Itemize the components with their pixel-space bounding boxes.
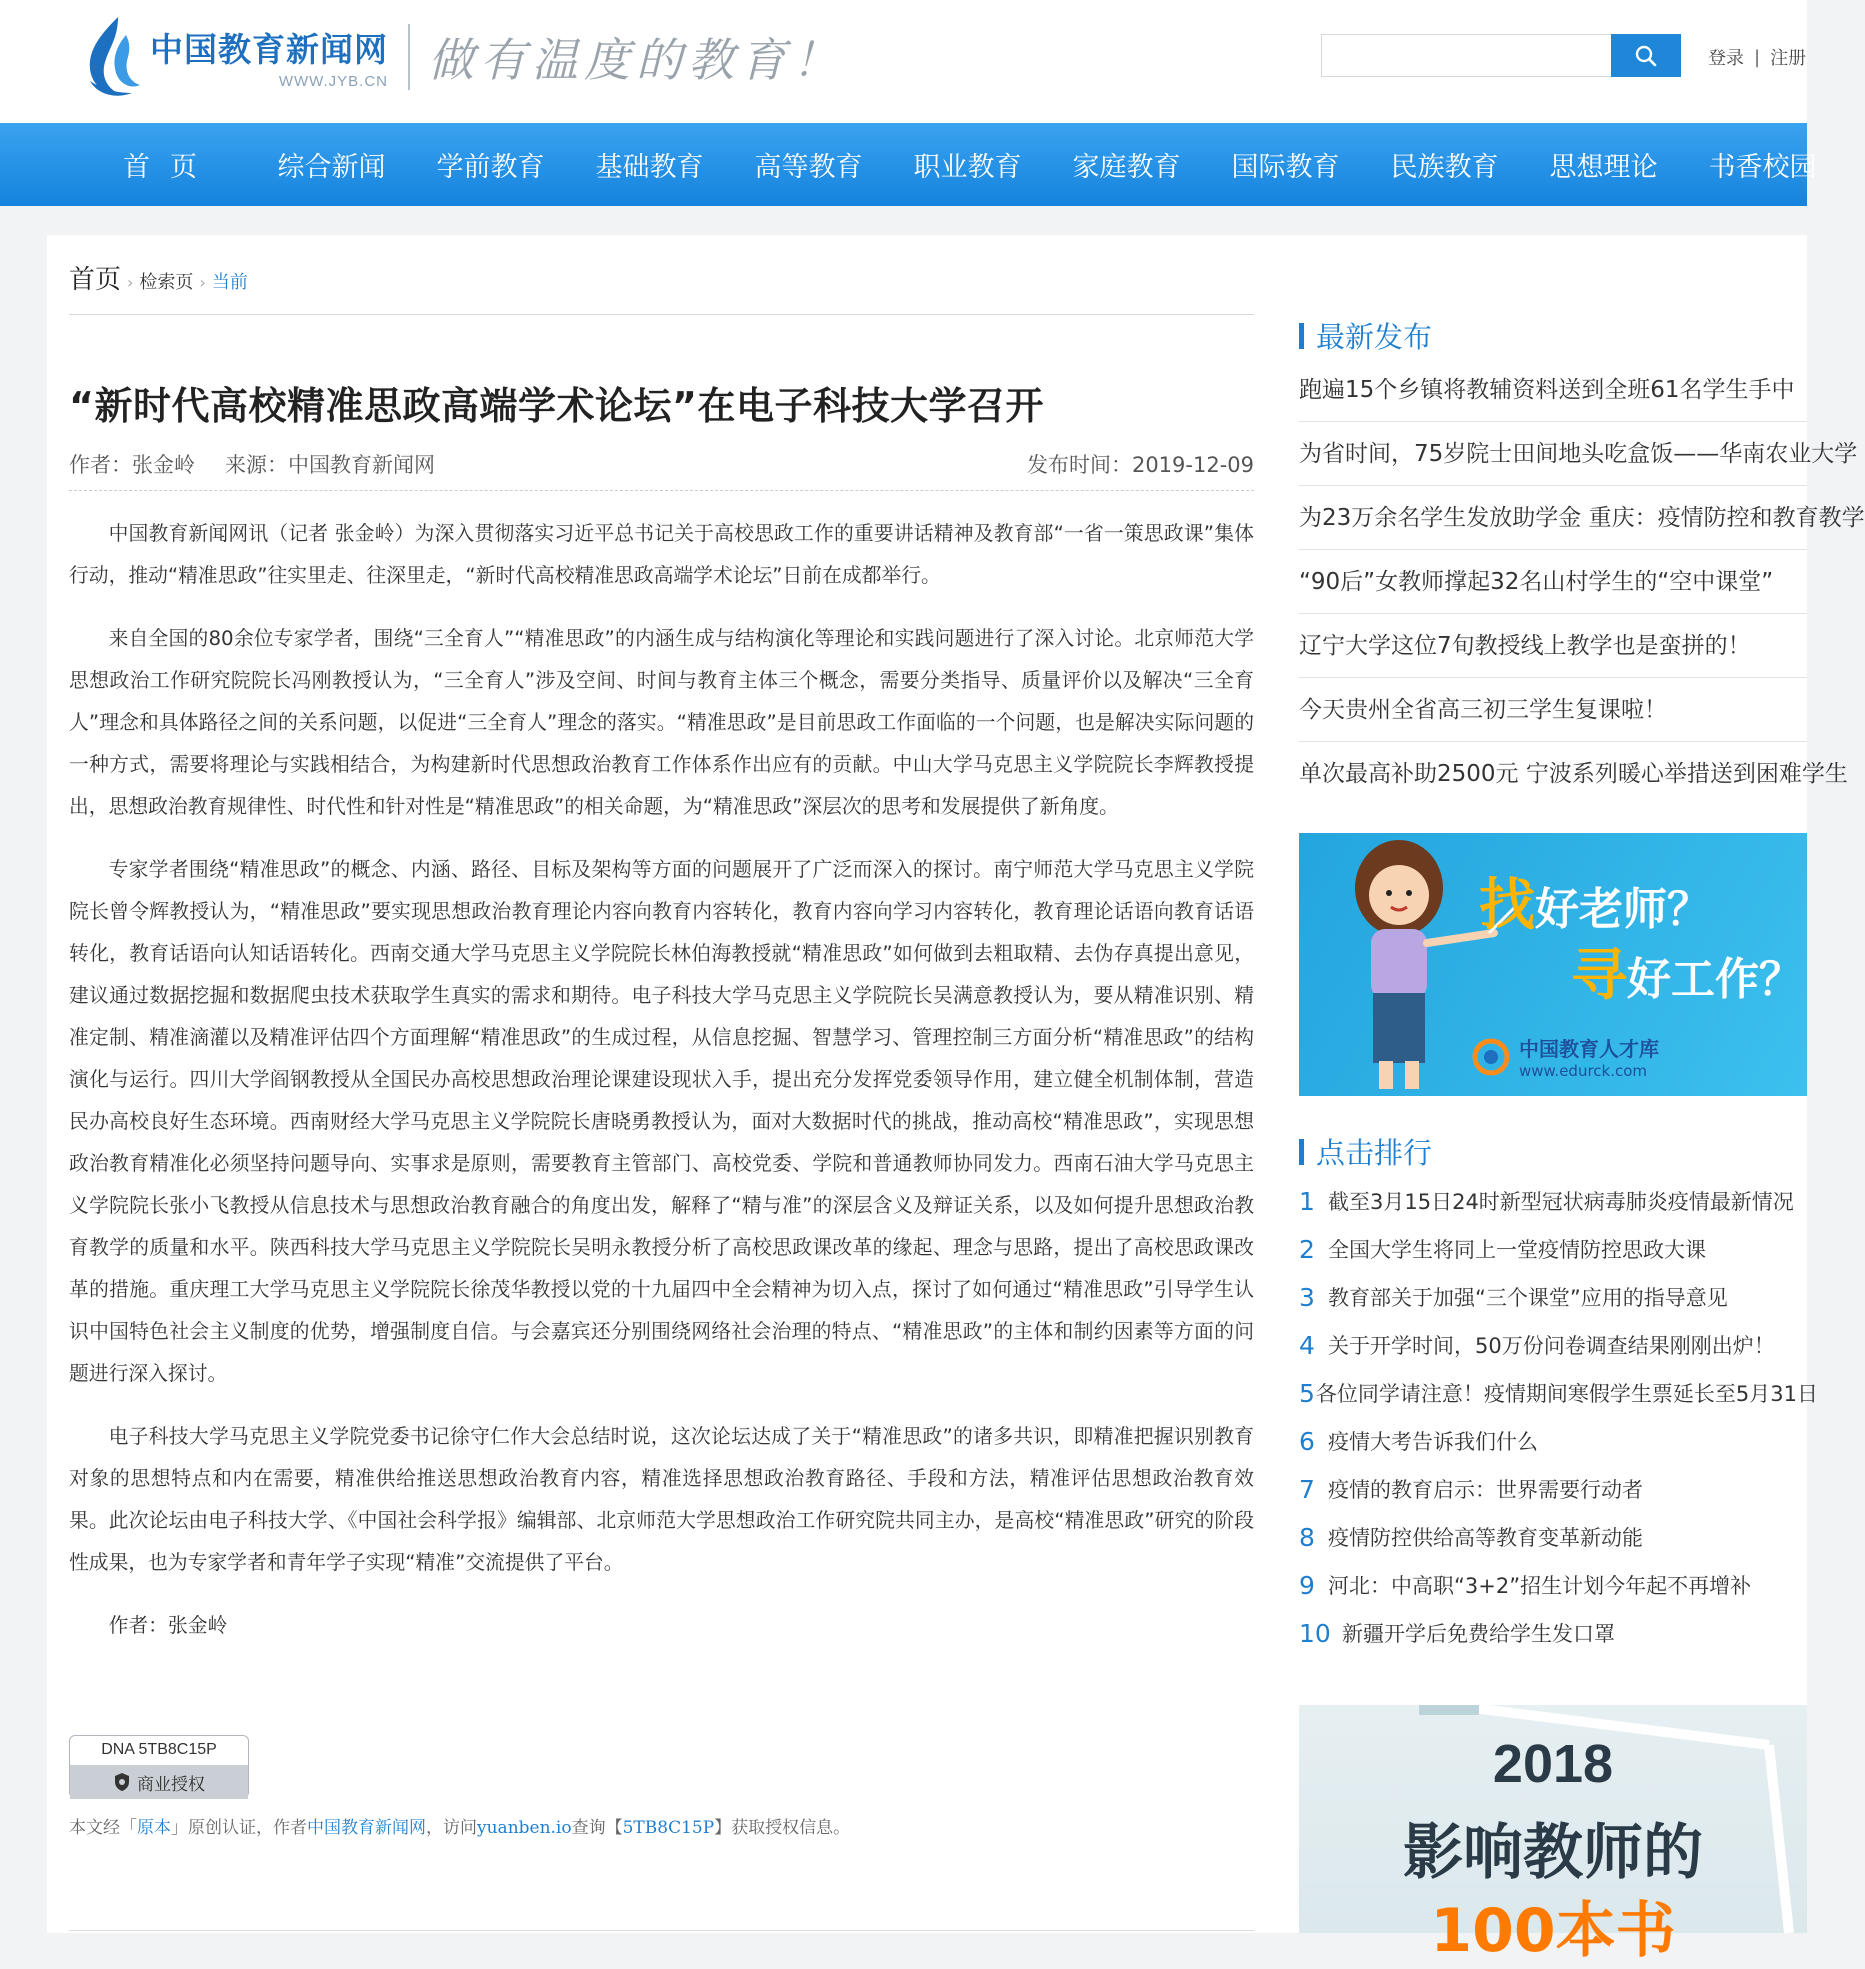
ranking-item[interactable] [1299, 1370, 1818, 1418]
latest-item[interactable]: 跑遍15个乡镇将教辅资料送到全班61名学生手中 [1299, 358, 1807, 422]
shield-icon [113, 1772, 131, 1792]
cert-code-link[interactable]: 5TB8C15P [622, 1818, 715, 1838]
banner-text: 好老师？ [1535, 884, 1711, 935]
article-paragraph: 来自全国的80余位专家学者，围绕“三全育人”“精准思政”的内涵生成与结构演化等理论和实践问题进行了深入讨论。北京师范大学思想政治工作研究院院长冯刚教授认为，“三全育人”涉及空间、时间与教育主体三个概念，需要分类指导、质量评价以及解决“三全育人”理念和具体路径之间的关系问题，以促进“三全育人”理念的落实。“精准思政”是目前思政工作面临的一个问题，也是解决实际问题的一种方式，需要将理论与实践相结合，为构建新时代思想政治教育工作体系作出应有的贡献。中山大学马克思主义学院院长李辉教授提出，思想政治教育规律性、时代性和针对性是“精准思政”的相关命题，为“精准思政”深层次的思考和发展提供了新角度。 [69, 627, 1254, 818]
banner-text: 好工作？ [1627, 954, 1803, 1005]
ranking-item[interactable] [1299, 1514, 1807, 1562]
rank-number: 6 [1299, 1427, 1315, 1456]
chevron-right-icon: › [127, 273, 134, 292]
rank-title: 关于开学时间，50万份问卷调查结果刚刚出炉！ [1328, 1334, 1775, 1358]
article-author: 作者：张金岭 [69, 453, 195, 477]
ranking-item[interactable] [1299, 1322, 1807, 1370]
latest-list [1299, 358, 1865, 806]
rank-title: 各位同学请注意！疫情期间寒假学生票延长至5月31日 [1315, 1382, 1818, 1406]
article-bottom-divider [69, 1930, 1254, 1931]
search-input[interactable] [1322, 35, 1611, 76]
nav-item-home[interactable]: 首页 [123, 152, 217, 183]
nav-item-international[interactable]: 国际教育 [1231, 152, 1340, 183]
license-label: 商业授权 [137, 1774, 205, 1795]
rank-title: 新疆开学后免费给学生发口罩 [1342, 1622, 1615, 1646]
cert-author-link[interactable]: 中国教育新闻网 [307, 1818, 426, 1838]
latest-header [1299, 315, 1432, 356]
talent-ad-banner[interactable] [1299, 833, 1807, 1096]
article-publish-time: 发布时间：2019-12-09 [1026, 453, 1254, 477]
ranking-item[interactable] [1299, 1178, 1807, 1226]
content-container [47, 235, 1865, 1966]
section-marker [1299, 1139, 1304, 1165]
search-icon [1634, 44, 1658, 68]
latest-item[interactable]: 为23万余名学生发放助学金 重庆：疫情防控和教育教学 [1299, 486, 1807, 550]
ranking-list [1299, 1178, 1818, 1658]
latest-item[interactable]: 为省时间，75岁院士田间地头吃盒饭——华南农业大学 [1299, 422, 1807, 486]
rank-number: 1 [1299, 1187, 1315, 1216]
login-link[interactable]: 登录 [1708, 48, 1744, 69]
latest-item[interactable]: 辽宁大学这位7旬教授线上教学也是蛮拼的！ [1299, 614, 1807, 678]
breadcrumb-home[interactable]: 首页 [69, 265, 122, 295]
ranking-item[interactable] [1299, 1274, 1807, 1322]
account-links [1708, 44, 1806, 70]
nav-item-ethnic[interactable]: 民族教育 [1390, 152, 1499, 183]
yuanben-site-link[interactable]: yuanben.io [477, 1818, 572, 1838]
breadcrumb-divider [69, 314, 1254, 315]
latest-item[interactable]: 今天贵州全省高三初三学生复课啦！ [1299, 678, 1807, 742]
search-box [1321, 34, 1612, 77]
cert-text: 」原创认证，作者 [171, 1818, 307, 1838]
banner-brand [1471, 1033, 1659, 1080]
banner-headline-2 [1571, 931, 1803, 1011]
nav-item-higher-education[interactable]: 高等教育 [754, 152, 863, 183]
copyright-dna-badge[interactable] [69, 1735, 249, 1798]
originality-certification [69, 1813, 850, 1838]
dna-code: DNA 5TB8C15P [101, 1741, 217, 1758]
ranking-item[interactable] [1299, 1610, 1807, 1658]
banner-headline-1 [1479, 861, 1711, 941]
site-header [0, 0, 1807, 123]
article-paragraph: 专家学者围绕“精准思政”的概念、内涵、路径、目标及架构等方面的问题展开了广泛而深入的探讨。南宁师范大学马克思主义学院院长曾令辉教授认为，“精准思政”要实现思想政治教育理论内容向教育内容转化，教育内容向学习内容转化，教育理论话语向教育话语转化，教育话语向认知话语转化。西南交通大学马克思主义学院院长林伯海教授就“精准思政”如何做到去粗取精、去伪存真提出意见，建议通过数据挖掘和数据爬虫技术获取学生真实的需求和期待。电子科技大学马克思主义学院院长吴满意教授认为，要从精准识别、精准定制、精准滴灌以及精准评估四个方面理解“精准思政”的生成过程，从信息挖掘、智慧学习、管理控制三方面分析“精准思政”的结构演化与运行。四川大学阎钢教授从全国民办高校思想政治理论课建设现状入手，提出充分发挥党委领导作用，建立健全机制体制，营造民办高校良好生态环境。西南财经大学马克思主义学院院长唐晓勇教授认为，面对大数据时代的挑战，推动高校“精准思政”，实现思想政治教育精准化必须坚持问题导向、实事求是原则，需要教育主管部门、高校党委、学院和普通教师协同发力。西南石油大学马克思主义学院院长张小飞教授从信息技术与思想政治教育融合的角度出发，解释了“精与准”的深层含义及辩证关系，以及如何提升思想政治教育教学的质量和水平。陕西科技大学马克思主义学院院长吴明永教授分析了高校思政课改革的缘起、理念与思路，提出了高校思政课改革的措施。重庆理工大学马克思主义学院院长徐茂华教授以党的十九届四中全会精神为切入点，探讨了如何通过“精准思政”引导学生认识中国特色社会主义制度的优势，增强制度自信。与会嘉宾还分别围绕网络社会治理的特点、“精准思政”的主体和制约因素等方面的问题进行深入探讨。 [69, 858, 1254, 1385]
books-ad-banner[interactable] [1299, 1705, 1807, 1966]
ranking-item[interactable] [1299, 1562, 1807, 1610]
rank-title: 河北：中高职“3+2”招生计划今年起不再增补 [1328, 1574, 1752, 1598]
rank-title: 疫情防控供给高等教育变革新动能 [1328, 1526, 1643, 1550]
latest-item[interactable]: “90后”女教师撑起32名山村学生的“空中课堂” [1299, 550, 1807, 614]
article-paragraph: 电子科技大学马克思主义学院党委书记徐守仁作大会总结时说，这次论坛达成了关于“精准思政”的诸多共识，即精准把握识别教育对象的思想特点和内在需要，精准供给推送思想政治教育内容，精准选择思想政治教育路径、手段和方法，精准评估思想政治教育效果。此次论坛由电子科技大学、《中国社会科学报》编辑部、北京师范大学思想政治工作研究院共同主办，是高校“精准思政”研究的阶段性成果，也为专家学者和青年学子实现“精准”交流提供了平台。 [69, 1425, 1254, 1574]
rank-number: 9 [1299, 1571, 1315, 1600]
rank-number: 8 [1299, 1523, 1315, 1552]
yuanben-link[interactable]: 原本 [137, 1818, 171, 1838]
rank-title: 教育部关于加强“三个课堂”应用的指导意见 [1328, 1286, 1728, 1310]
rank-number: 7 [1299, 1475, 1315, 1504]
register-link[interactable]: 注册 [1770, 48, 1807, 69]
cert-text: 本文经「 [69, 1818, 137, 1838]
logo-domain: WWW.JYB.CN [278, 73, 388, 90]
nav-item-campus-reading[interactable]: 书香校园 [1708, 152, 1817, 183]
rank-title: 疫情大考告诉我们什么 [1328, 1430, 1538, 1454]
chevron-right-icon: › [199, 273, 206, 292]
rank-number: 2 [1299, 1235, 1315, 1264]
logo-chinese-name: 中国教育新闻网 [150, 30, 388, 69]
site-logo[interactable] [82, 12, 844, 102]
article-body [69, 513, 1254, 1668]
edurck-logo-icon [1471, 1037, 1511, 1077]
nav-item-general-news[interactable]: 综合新闻 [277, 152, 386, 183]
latest-title: 最新发布 [1316, 320, 1433, 354]
article-title: “新时代高校精准思政高端学术论坛”在电子科技大学召开 [69, 384, 1044, 428]
flame-logo-icon [82, 15, 144, 99]
rank-title: 全国大学生将同上一堂疫情防控思政大课 [1328, 1238, 1706, 1262]
nav-item-family[interactable]: 家庭教育 [1072, 152, 1181, 183]
banner-highlight: 寻 [1571, 943, 1627, 1008]
rank-number: 4 [1299, 1331, 1315, 1360]
breadcrumb-search[interactable]: 检索页 [139, 272, 194, 293]
rank-title: 截至3月15日24时新型冠状病毒肺炎疫情最新情况 [1328, 1190, 1794, 1214]
breadcrumb-current: 当前 [211, 272, 248, 293]
cert-text: 】获取授权信息。 [714, 1818, 851, 1838]
banner-brand-url: www.edurck.com [1519, 1062, 1648, 1080]
rank-title: 疫情的教育启示：世界需要行动者 [1328, 1478, 1643, 1502]
site-slogan: 做有温度的教育！ [428, 33, 844, 87]
nav-item-vocational[interactable]: 职业教育 [913, 152, 1022, 183]
banner-books: 100本书 [1430, 1896, 1676, 1966]
article-paragraph: 中国教育新闻网讯（记者 张金岭）为深入贯彻落实习近平总书记关于高校思政工作的重要讲话精神及教育部“一省一策思政课”集体行动，推动“精准思政”往实里走、往深里走，“新时代高校精准思政高端学术论坛”日前在成都举行。 [69, 522, 1254, 587]
search-button[interactable] [1611, 34, 1681, 77]
article-byline: 作者：张金岭 [108, 1614, 228, 1637]
ranking-item[interactable] [1299, 1226, 1807, 1274]
meta-divider [69, 490, 1254, 491]
breadcrumb [69, 259, 248, 296]
nav-item-preschool[interactable]: 学前教育 [436, 152, 545, 183]
banner-brand-name: 中国教育人才库 [1519, 1037, 1659, 1061]
article-meta [69, 449, 1254, 479]
section-marker [1299, 323, 1304, 349]
main-nav [0, 123, 1817, 206]
rank-number: 10 [1299, 1619, 1331, 1648]
commercial-license [70, 1765, 248, 1799]
ranking-header [1299, 1131, 1432, 1172]
banner-subtitle: 影响教师的 [1403, 1818, 1703, 1888]
nav-item-basic-education[interactable]: 基础教育 [595, 152, 704, 183]
nav-item-theory[interactable]: 思想理论 [1549, 152, 1658, 183]
latest-item[interactable]: 单次最高补助2500元 宁波系列暖心举措送到困难学生 [1299, 761, 1848, 787]
rank-number: 5 [1299, 1379, 1315, 1408]
banner-year: 2018 [1492, 1734, 1614, 1794]
ranking-item[interactable] [1299, 1466, 1807, 1514]
banner-highlight: 找 [1479, 873, 1535, 938]
ranking-item[interactable] [1299, 1418, 1807, 1466]
cert-text: 查询【 [571, 1818, 623, 1838]
link-separator: | [1754, 46, 1761, 68]
rank-number: 3 [1299, 1283, 1315, 1312]
article-source: 来源：中国教育新闻网 [225, 453, 435, 477]
logo-divider [408, 24, 410, 90]
ranking-title: 点击排行 [1316, 1136, 1433, 1170]
cert-text: ，访问 [426, 1818, 477, 1838]
